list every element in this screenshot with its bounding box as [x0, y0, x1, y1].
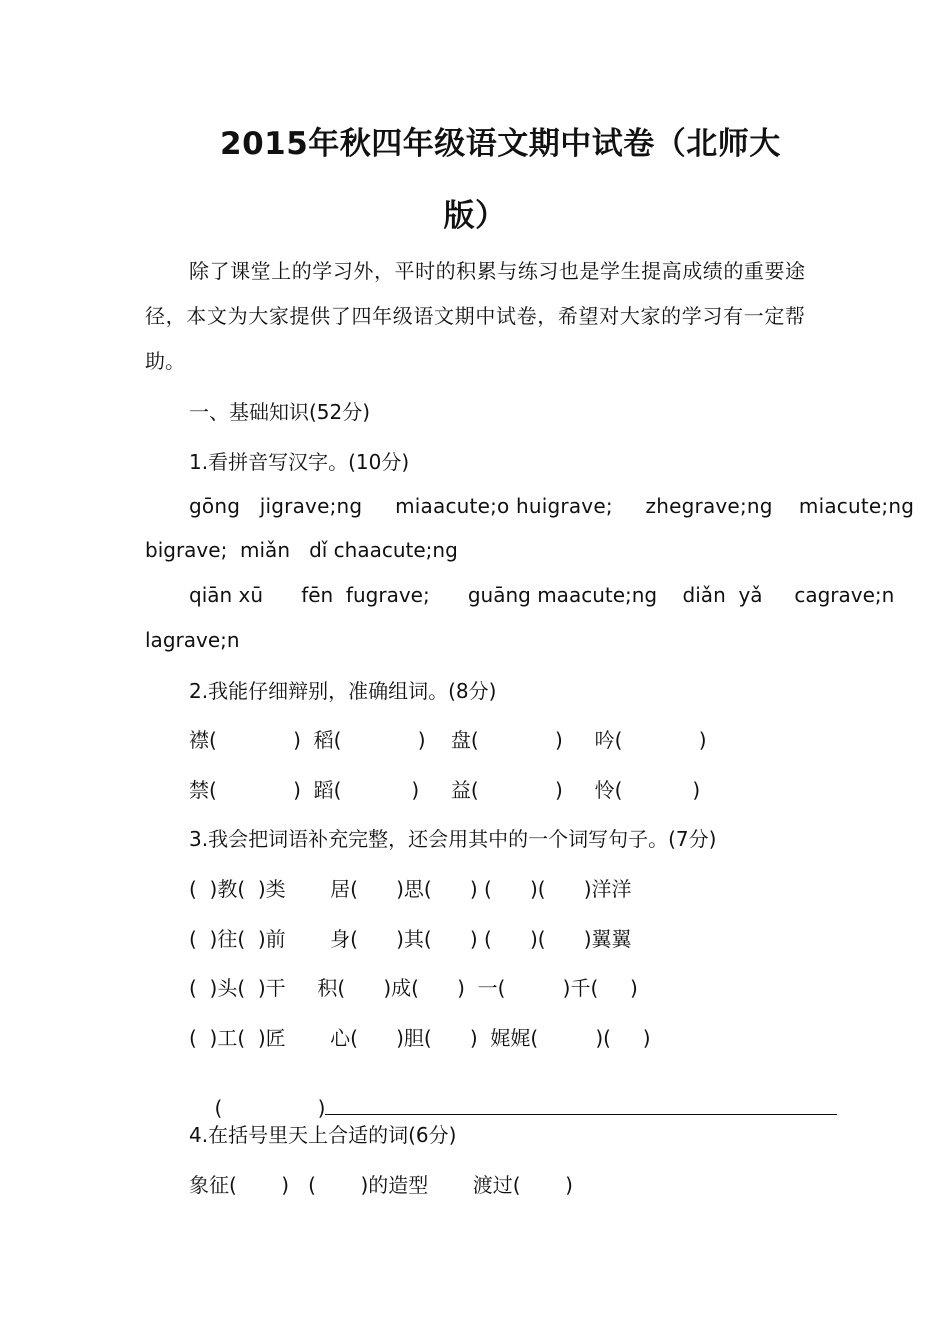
idiom-row-2: ( )往( )前 身( )其( ) ( )( )翼翼: [189, 927, 632, 951]
document-title-line-2: 版）: [443, 198, 507, 234]
word-group-row-2: 禁( ) 蹈( ) 益( ) 怜( ): [189, 778, 701, 802]
question-2-heading: 2.我能仔细辩别，准确组词。(8分): [189, 679, 497, 703]
question-4-heading: 4.在括号里天上合适的词(6分): [189, 1123, 457, 1147]
pinyin-row-2: qiān xū fēn fugrave; guāng maacute;ng diǎn yǎ cagrave;n: [189, 583, 895, 607]
intro-paragraph: 除了课堂上的学习外，平时的积累与练习也是学生提高成绩的重要途径，本文为大家提供了四年级语文期中试卷，希望对大家的学习有一定帮助。: [145, 259, 805, 373]
document-title-line-1: 2015年秋四年级语文期中试卷（北师大: [220, 126, 781, 162]
pinyin-row-2-continued: lagrave;n: [145, 628, 240, 652]
idiom-row-3: ( )头( )干 积( )成( ) 一( )千( ): [189, 976, 638, 1000]
pinyin-row-1: gōng jigrave;ng miaacute;o huigrave; zhegrave;ng miacute;ng: [189, 494, 915, 518]
pinyin-row-1-continued: bigrave; miǎn dǐ chaacute;ng: [145, 538, 458, 562]
fill-word-row-1: 象征( ) ( )的造型 渡过( ): [189, 1173, 573, 1197]
word-group-row-1: 襟( ) 稻( ) 盘( ) 吟( ): [189, 728, 707, 752]
section-heading: 一、基础知识(52分): [189, 400, 371, 424]
question-1-heading: 1.看拼音写汉字。(10分): [189, 450, 410, 474]
question-3-heading: 3.我会把词语补充完整，还会用其中的一个词写句子。(7分): [189, 827, 717, 851]
answer-underline: [325, 1094, 837, 1115]
idiom-row-4: ( )工( )匠 心( )胆( ) 娓娓( )( ): [189, 1026, 651, 1050]
sentence-answer-bracket: ( ): [214, 1096, 326, 1120]
idiom-row-1: ( )教( )类 居( )思( ) ( )( )洋洋: [189, 877, 632, 901]
